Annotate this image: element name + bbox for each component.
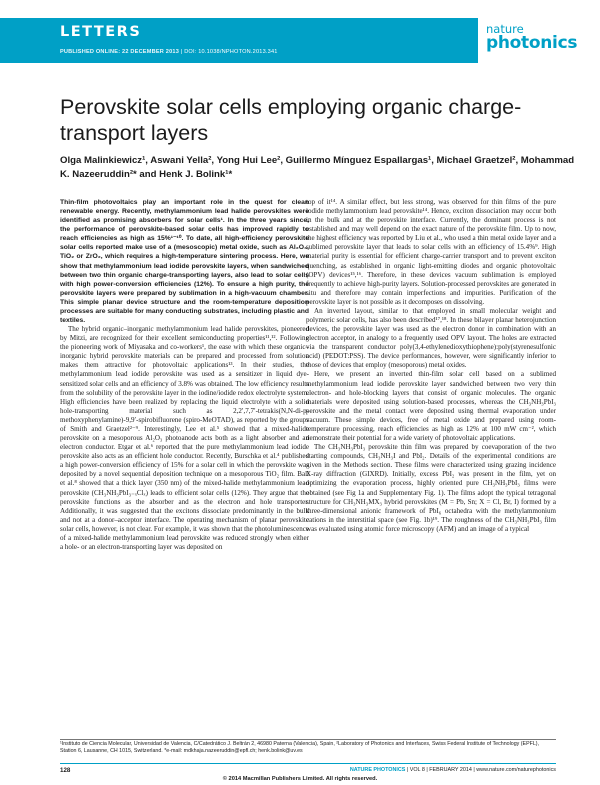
journal-logo-photonics: photonics: [486, 33, 578, 53]
footer-divider: [60, 763, 556, 764]
doi: | DOI: 10.1038/NPHOTON.2013.341: [180, 49, 278, 55]
author-list: Olga Malinkiewicz¹, Aswani Yella², Yong Hui Lee², Guillermo Mínguez Espallargas¹, Michael Graetzel², Mohammad K. Nazeeruddin²* and Henk J. Bolink¹*: [60, 155, 575, 180]
footer-journal: NATURE PHOTONICS: [349, 767, 406, 773]
journal-logo: [486, 22, 586, 62]
affiliation-footnote: ¹Instituto de Ciencia Molecular, Universidad de Valencia, C/Catedrático J. Beltrán 2, 46980 Paterna (Valencia), Spain, ²Laboratory of Photonics and Interfaces, Swiss Federal Institute of Technology (EPFL), Station 6, Lausanne, CH 1015, Switzerland. *e-mail: mdkhaja.nazeeruddin@epfl.ch; henk.bolink@uv.es: [60, 741, 540, 755]
body-paragraph: Here, we present an inverted thin-film solar cell based on a sublimed methylammonium lead iodide perovskite layer sandwiched between two very thin electron- and hole-blocking layers that consist of organic molecules. The organic materials were deposited using solution-based processes, whereas the CH₃NH₃PbI₃ perovskite and the metal contact were deposited using thermal evaporation under vacuum. These simple devices, free of metal oxide and prepared using room-temperature processing, reach efficiencies as high as 12% at 100 mW cm⁻², which demonstrate their potential for a wide variety of photovoltaic applications.: [306, 370, 556, 443]
published-date: PUBLISHED ONLINE: 22 DECEMBER 2013: [60, 49, 180, 55]
page-number: 128: [60, 767, 71, 774]
article-title: Perovskite solar cells employing organic charge-transport layers: [60, 95, 522, 145]
body-paragraph: top of it¹⁴. A similar effect, but less strong, was observed for thin films of the pure iodide methylammonium lead perovskite¹⁴. Hence, exciton dissociation may occur both in the bulk and at the perovskite interface. Currently, the dominant process is not established and may well depend on the exact nature of the perovskite film. Up to now, the highest efficiency was reported by Liu et al., who used a thin metal oxide layer and a sublimed perovskite layer that leads to solar cells with an efficiency of 15.4%⁹. High material purity is essential for efficient charge-carrier transport and to prevent exciton quenching, as established in organic light-emitting diodes and organic photovoltaic (OPV) devices¹⁵,¹⁶. Therefore, in these devices vacuum sublimation is employed frequently to achieve high-purity layers. Solution-processed perovskites are generated in situ and therefore may contain imperfections and impurities. Purification of the perovskite layer is not possible as it decomposes on dissolving.: [306, 198, 556, 306]
section-label: LETTERS: [60, 24, 142, 40]
body-paragraph: An inverted layout, similar to that employed in small molecular weight and polymeric solar cells, has also been described¹⁷,¹⁸. In these bilayer planar heterojunction devices, the perovskite layer was used as the electron donor in combination with an electron acceptor, in analogy to a frequently used OPV layout. The holes are extracted via the transparent conductor poly(3,4-ethylenedioxythiophene):poly(styrenesulfonic acid) (PEDOT:PSS). The device performances, however, were significantly inferior to those of devices that employ (mesoporous) metal oxides.: [306, 306, 556, 370]
right-column: [306, 198, 556, 534]
publication-line: [60, 49, 278, 55]
body-paragraph: The hybrid organic–inorganic methylammonium lead halide perovskites, pioneered by Mitzi, are recognized for their excellent semiconducting properties¹¹,¹². Following the pioneering work of Miyasaka and co-workers¹, the ease with which these organic–inorganic hybrid perovskite materials can be prepared and processed from solution makes them attractive for photovoltaic applications¹³. In their studies, the methylammonium lead iodide perovskite was used as a sensitizer in liquid dye-sensitized solar cells and an efficiency of 3.8% was obtained. The low efficiency results from the solubility of the perovskite layer in the iodine/iodide redox electrolyte system. High efficiencies have been realized by replacing the liquid electrolyte with a solid hole-transporting material such as 2,2′,7,7′-tetrakis(N,N-di-p-methoxyphenylamine)-9,9′-spirobifluorene (spiro-MeOTAD), as reported by the groups of Smith and Graetzel²⁻⁹. Interestingly, Lee et al.⁵ showed that a mixed-halide perovskite on a mesoporous Al₂O₃ photoanode acts both as a light absorber and an electron conductor. Etgar et al.⁶ reported that the pure methylammonium lead iodide perovskite also acts as an efficient hole conductor. Recently, Burschka et al.⁴ published a high power-conversion efficiency of 15% for a solar cell in which the perovskite was deposited by a novel sequential deposition technique on a mesoporous TiO₂ film. Ball et al.⁸ showed that a thick layer (350 nm) of the mixed-halide methylammonium lead perovskite (CH₃NH₃PbI₃₋ₓClₓ) leads to efficient solar cells (12%). They argue that the perovskite functions as the absorber and as the electron and hole transporter. Additionally, it was suggested that the excitons dissociate predominantly in the bulk and not at a donor–acceptor interface. The operating mechanism of planar perovskite solar cells, however, is not clear. For example, it was shown that the photoluminescence of a mixed-halide methylammonium lead perovskite was reduced strongly when either a hole- or an electron-transporting layer was deposited on: [60, 325, 309, 551]
footer-issue: | VOL 8 | FEBRUARY 2014 | www.nature.com/naturephotonics: [406, 767, 556, 773]
body-paragraph: The CH₃NH₃PbI₃ perovskite thin film was prepared by coevaporation of the two starting compounds, CH₃NH₃I and PbI₂. Details of the experimental conditions are given in the Methods section. These films were characterized using grazing incidence X-ray diffraction (GIXRD). Initially, excess PbI₂ was present in the film, yet on optimizing the evaporation process, highly oriented pure CH₃NH₃PbI₃ films were obtained (see Fig 1a and Supplementary Fig. 1). The films adopt the typical tetragonal structure for CH₃NH₃MX₃ hybrid perovskites (M = Pb, Sn; X = Cl, Br, I) formed by a three-dimensional anionic framework of PbI₆ octahedra with the methylammonium cations in the interstitial space (see Fig. 1b)¹⁹. The roughness of the CH₃NH₃PbI₃ film was evaluated using atomic force microscopy (AFM) and an image of a typical: [306, 443, 556, 533]
footnote-divider: [60, 739, 556, 740]
left-column: [60, 198, 309, 552]
journal-logo-nature: nature: [486, 22, 524, 36]
abstract: Thin-film photovoltaics play an important role in the quest for clean renewable energy. Recently, methylammonium lead halide perovskites were identified as promising absorbers for solar cells¹. In the three years since, the performance of perovskite-based solar cells has improved rapidly to reach efficiencies as high as 15%¹⁻¹⁰. To date, all high-efficiency perovskite solar cells reported make use of a (mesoscopic) metal oxide, such as Al₂O₃, TiO₂ or ZrO₂, which requires a high-temperature sintering process. Here, we show that methylammonium lead iodide perovskite layers, when sandwiched between two thin organic charge-transporting layers, also lead to solar cells with high power-conversion efficiencies (12%). To ensure a high purity, the perovskite layers were prepared by sublimation in a high-vacuum chamber. This simple planar device structure and the room-temperature deposition processes are suitable for many conducting substrates, including plastic and textiles.: [60, 199, 309, 325]
running-footer: [350, 767, 556, 773]
copyright-notice: © 2014 Macmillan Publishers Limited. All rights reserved.: [222, 776, 378, 782]
header-band: [0, 0, 600, 68]
